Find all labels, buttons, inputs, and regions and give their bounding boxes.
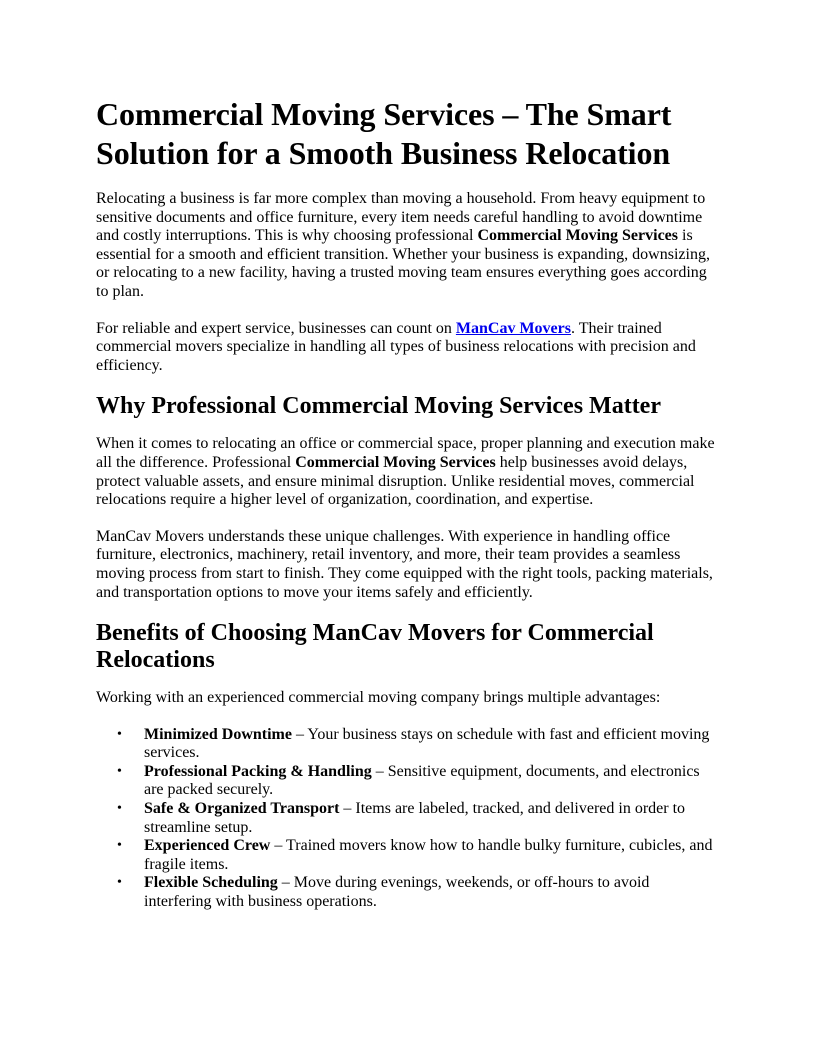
section1-paragraph-1 <box>96 435 720 509</box>
list-item <box>117 837 720 874</box>
list-item-text: – Sensitive equipment, documents, and electronics are packed securely. <box>144 762 700 799</box>
intro-p1-text-b: is essential for a smooth and efficient transition. Whether your business is expanding, downsizing, or relocating to a new facility, having a trusted moving team ensures everything goes according to plan. <box>96 227 710 300</box>
bullet-icon: • <box>117 801 122 817</box>
intro-p1-text-a: Relocating a business is far more complex than moving a household. From heavy equipment to sensitive documents and office furniture, every item needs careful handling to avoid downtime and costly interruptions. This is why choosing professional <box>96 190 706 245</box>
intro-p1-bold: Commercial Moving Services <box>477 227 678 245</box>
bullet-icon: • <box>117 838 122 854</box>
section1-p1-text-a: When it comes to relocating an office or commercial space, proper planning and execution make all the difference. Professional <box>96 435 715 471</box>
section-heading-benefits: Benefits of Choosing ManCav Movers for Commercial Relocations <box>96 620 654 674</box>
list-item-bold: Experienced Crew <box>144 837 271 855</box>
list-item <box>117 725 720 763</box>
benefits-list <box>96 726 720 912</box>
intro-paragraph-2 <box>96 320 720 376</box>
list-item <box>117 874 720 911</box>
list-item <box>117 762 720 800</box>
list-item-bold: Professional Packing & Handling <box>144 762 372 780</box>
list-item-bold: Flexible Scheduling <box>144 874 278 892</box>
bullet-icon: • <box>117 875 122 891</box>
intro-p2-text-a: For reliable and expert service, businesses can count on <box>96 319 456 337</box>
list-item-text: – Your business stays on schedule with fast and efficient moving services. <box>144 725 710 762</box>
mancav-movers-link[interactable]: ManCav Movers <box>455 319 571 337</box>
section-heading-why: Why Professional Commercial Moving Services Matter <box>96 393 661 420</box>
section1-paragraph-2: ManCav Movers understands these unique challenges. With experience in handling office furniture, electronics, machinery, retail inventory, and more, their team provides a seamless moving process from start to finish. They come equipped with the right tools, packing materials, and transportation options to move your items safely and efficiently. <box>96 527 713 601</box>
section2-intro: Working with an experienced commercial moving company brings multiple advantages: <box>96 689 661 707</box>
bullet-icon: • <box>117 726 122 742</box>
page-title: Commercial Moving Services – The Smart Solution for a Smooth Business Relocation <box>96 96 672 171</box>
list-item-bold: Safe & Organized Transport <box>144 800 340 818</box>
list-item-text: – Trained movers know how to handle bulky furniture, cubicles, and fragile items. <box>144 837 713 873</box>
list-item <box>117 800 720 837</box>
list-item-text: – Items are labeled, tracked, and delivered in order to streamline setup. <box>144 800 686 836</box>
bullet-icon: • <box>117 763 122 779</box>
list-item-bold: Minimized Downtime <box>144 725 292 743</box>
list-item-text: – Move during evenings, weekends, or off-hours to avoid interfering with business operations. <box>144 874 650 911</box>
intro-paragraph-1 <box>96 190 720 302</box>
section1-p1-text-b: help businesses avoid delays, protect valuable assets, and ensure minimal disruption. Unlike residential moves, commercial relocations require a higher level of organization, coordination, and expertise. <box>96 453 695 509</box>
section1-p1-bold: Commercial Moving Services <box>295 453 496 471</box>
intro-p2-text-b: . Their trained commercial movers specialize in handling all types of business relocations with precision and efficiency. <box>96 319 696 374</box>
